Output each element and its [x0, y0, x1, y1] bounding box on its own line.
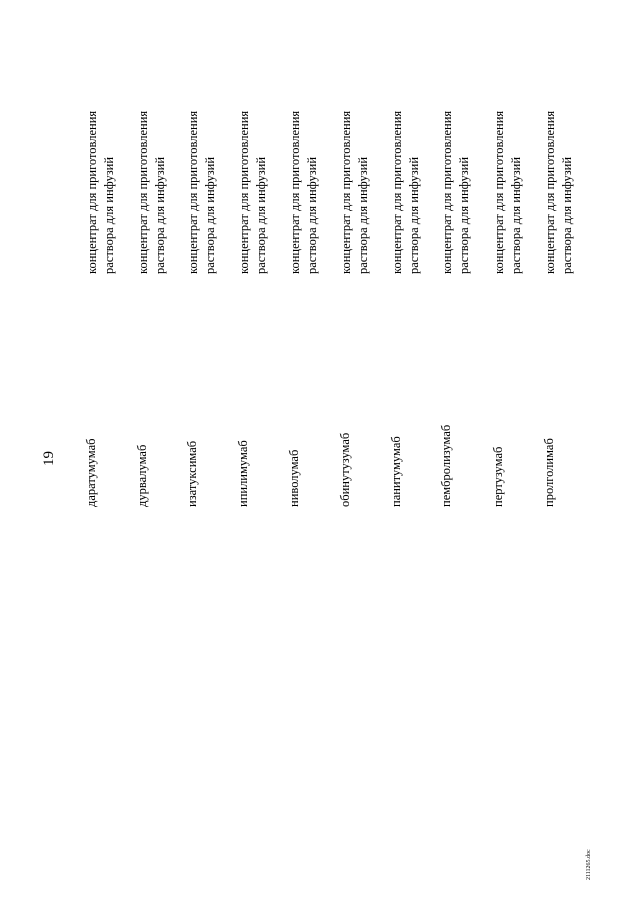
dosage-form-1 — [135, 111, 169, 274]
drug-name-0: даратумумаб — [84, 438, 98, 507]
dosage-form-line2: раствора для инфузий — [356, 156, 370, 274]
dosage-form-8 — [491, 111, 525, 274]
dosage-form-5 — [338, 111, 372, 274]
dosage-form-line1: концентрат для приготовления — [390, 110, 404, 274]
dosage-form-line1: концентрат для приготовления — [492, 110, 506, 274]
dosage-form-line1: концентрат для приготовления — [186, 110, 200, 274]
dosage-form-4 — [287, 111, 321, 274]
dosage-form-line1: концентрат для приготовления — [85, 110, 99, 274]
dosage-form-line2: раствора для инфузий — [407, 156, 421, 274]
drug-name-5: обинутузумаб — [338, 432, 352, 507]
dosage-form-2 — [185, 111, 219, 274]
dosage-form-9 — [542, 111, 576, 274]
drug-name-9: пролголимаб — [542, 438, 556, 507]
dosage-form-line1: концентрат для приготовления — [288, 110, 302, 274]
drug-name-1: дурвалумаб — [135, 444, 149, 507]
drug-name-4: ниволумаб — [287, 449, 301, 507]
drug-name-2: изатуксимаб — [185, 440, 199, 507]
dosage-form-0 — [84, 111, 118, 274]
drug-name-8: пертузумаб — [491, 446, 505, 507]
dosage-form-line1: концентрат для приготовления — [339, 110, 353, 274]
page-number: 19 — [41, 451, 57, 466]
dosage-form-line2: раствора для инфузий — [102, 156, 116, 274]
dosage-form-3 — [236, 111, 270, 274]
dosage-form-line1: концентрат для приготовления — [136, 110, 150, 274]
drug-name-6: панитумумаб — [389, 436, 403, 507]
document-id: 2111265.doc — [586, 849, 592, 880]
dosage-form-line2: раствора для инфузий — [254, 156, 268, 274]
dosage-form-line2: раствора для инфузий — [305, 156, 319, 274]
dosage-form-line2: раствора для инфузий — [560, 156, 574, 274]
dosage-form-line1: концентрат для приготовления — [543, 110, 557, 274]
dosage-form-line2: раствора для инфузий — [153, 156, 167, 274]
drug-name-3: ипилимумаб — [236, 440, 250, 507]
dosage-form-line1: концентрат для приготовления — [237, 110, 251, 274]
dosage-form-6 — [389, 111, 423, 274]
dosage-form-line2: раствора для инфузий — [509, 156, 523, 274]
dosage-form-line2: раствора для инфузий — [203, 156, 217, 274]
dosage-form-7 — [439, 111, 473, 274]
dosage-form-line1: концентрат для приготовления — [440, 110, 454, 274]
drug-name-7: пембролизумаб — [439, 424, 453, 507]
dosage-form-line2: раствора для инфузий — [457, 156, 471, 274]
